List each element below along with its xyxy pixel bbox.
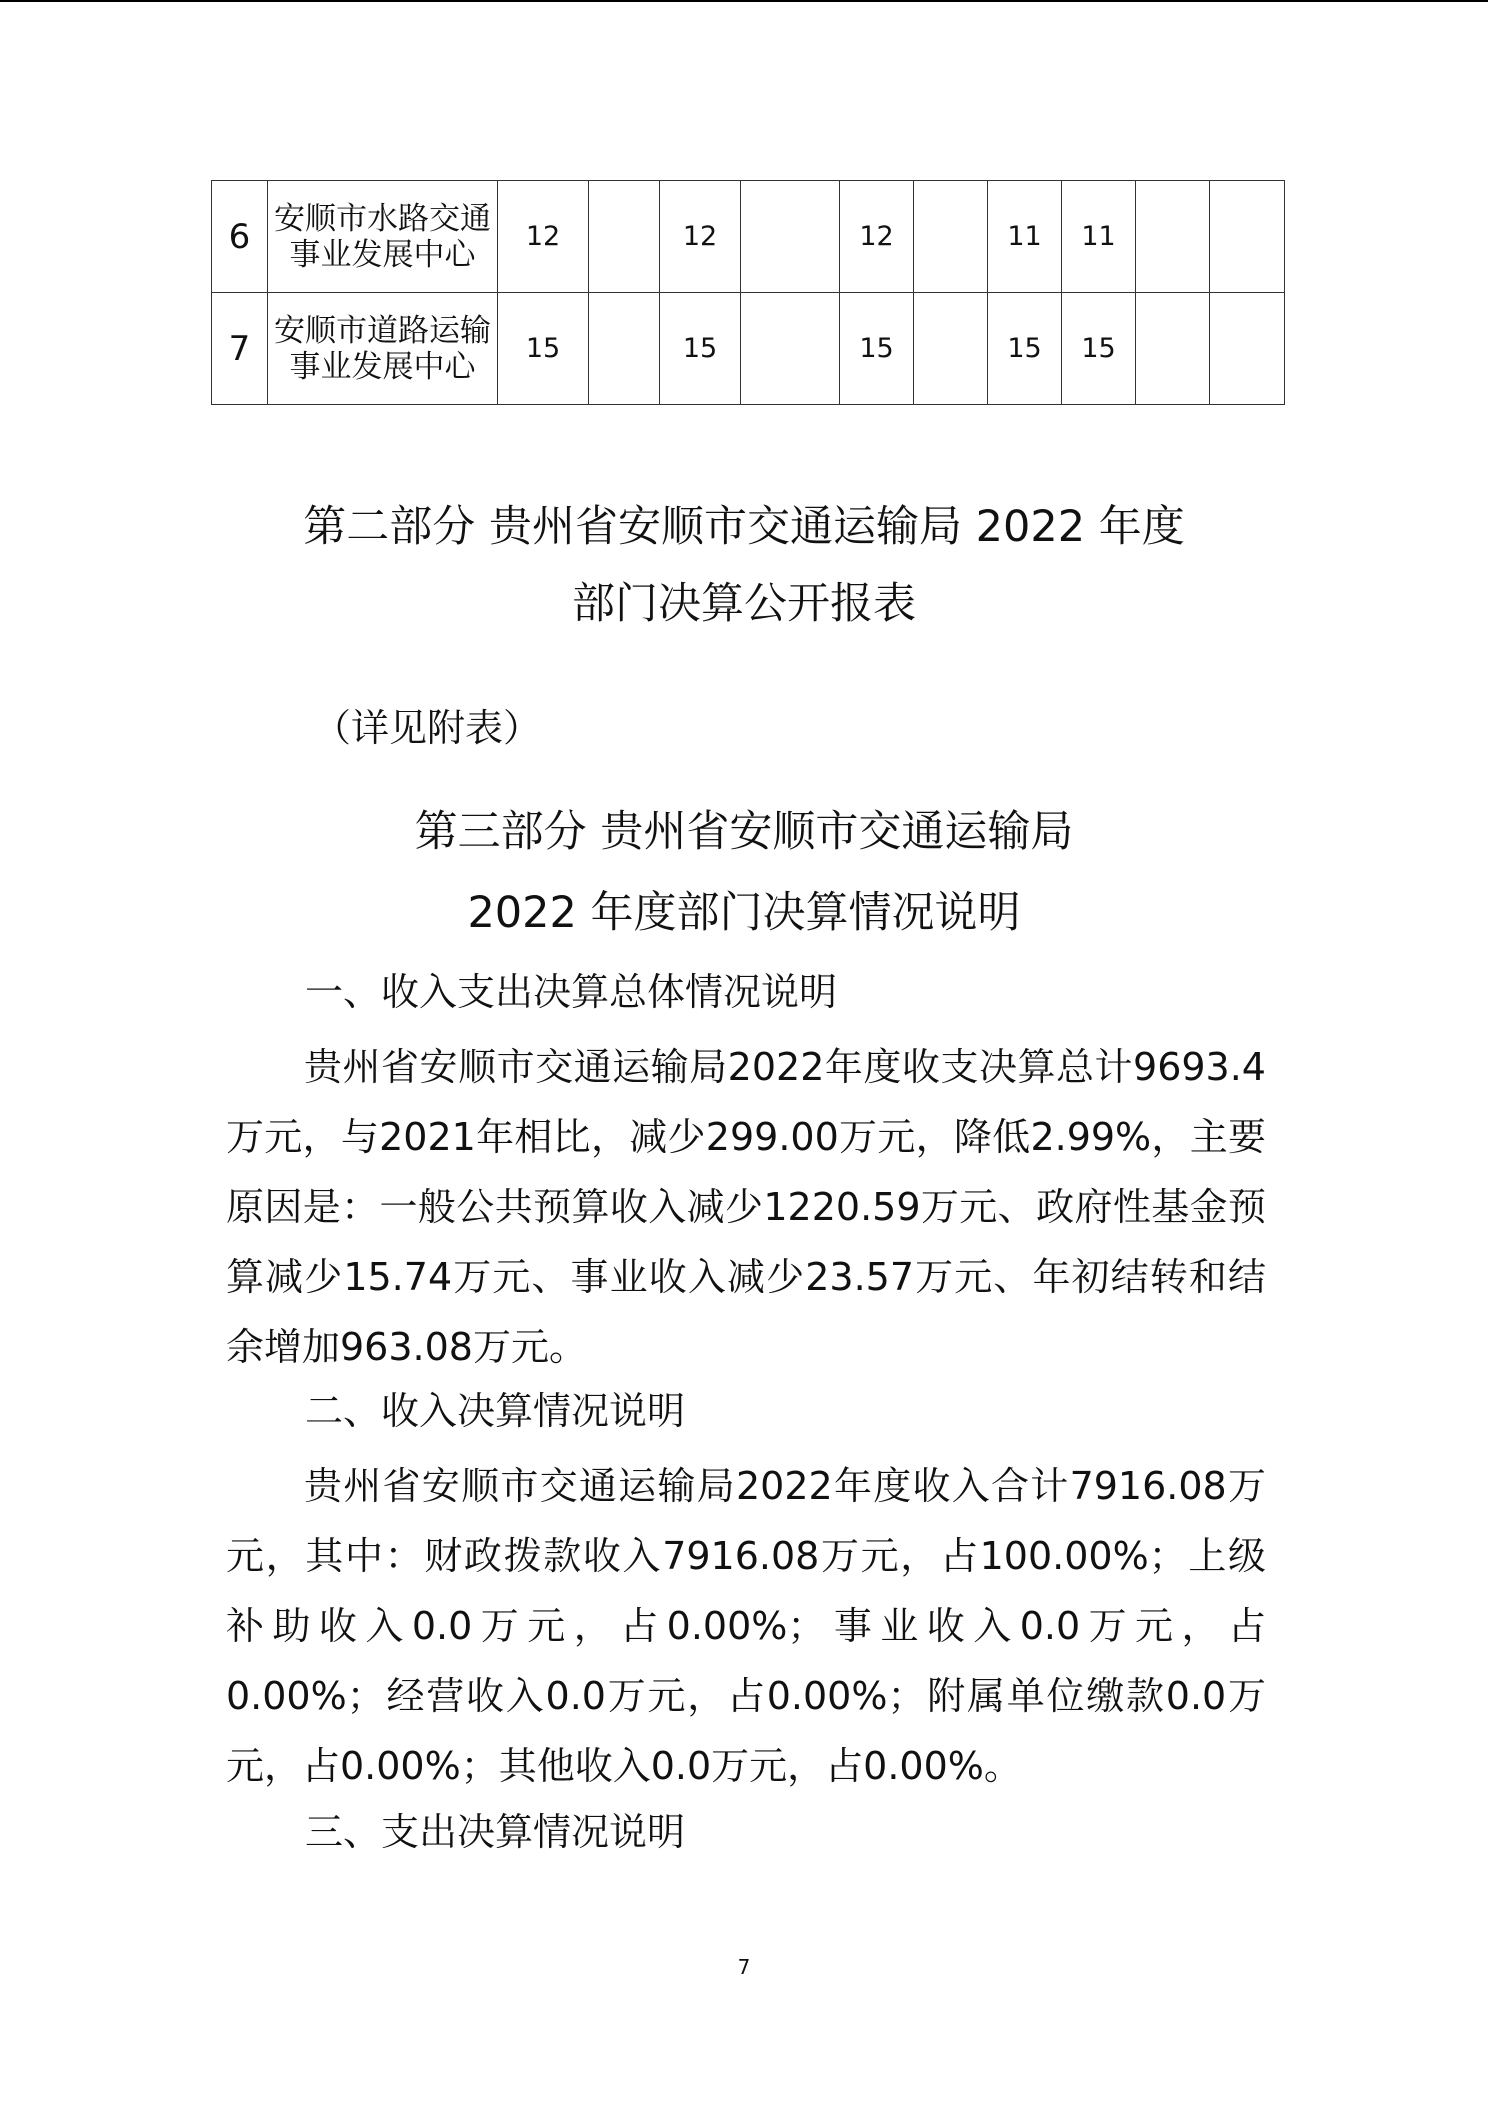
table-cell: 12 xyxy=(660,181,741,293)
part2-title-line2: 部门决算公开报表 xyxy=(572,579,916,629)
table-cell xyxy=(589,181,660,293)
top-border xyxy=(0,0,1488,2)
table-cell: 15 xyxy=(1062,293,1136,405)
table-cell: 11 xyxy=(1062,181,1136,293)
page-number: 7 xyxy=(737,1955,751,1979)
attachment-note: （详见附表） xyxy=(313,706,542,750)
table-cell: 15 xyxy=(660,293,741,405)
table-cell xyxy=(1136,181,1210,293)
table-cell xyxy=(741,181,840,293)
table-cell: 15 xyxy=(988,293,1062,405)
row-number: 7 xyxy=(212,293,268,405)
table-cell xyxy=(589,293,660,405)
section2-body: 贵州省安顺市交通运输局2022年度收入合计7916.08万元，其中：财政拨款收入7916.08万元，占100.00%；上级补助收入0.0万元，占0.00%；事业收入0.0万元，占0.00%；经营收入0.0万元，占0.00%；附属单位缴款0.0万元，占0.00%；其他收入0.0万元，占0.00%。 xyxy=(226,1464,1266,1788)
unit-name: 安顺市道路运输事业发展中心 xyxy=(268,293,498,405)
table-cell: 12 xyxy=(498,181,589,293)
table-cell xyxy=(1136,293,1210,405)
table-cell: 11 xyxy=(988,181,1062,293)
part3-title-line1: 第三部分 贵州省安顺市交通运输局 xyxy=(414,807,1074,857)
table-cell xyxy=(1210,181,1285,293)
row-number: 6 xyxy=(212,181,268,293)
table-cell: 15 xyxy=(498,293,589,405)
section3-heading: 三、支出决算情况说明 xyxy=(305,1810,686,1854)
staff-table xyxy=(211,180,1285,405)
table-cell xyxy=(914,293,988,405)
part3-title-line2: 2022 年度部门决算情况说明 xyxy=(467,888,1021,938)
table-cell xyxy=(741,293,840,405)
section2-heading: 二、收入决算情况说明 xyxy=(305,1389,686,1433)
table-cell xyxy=(1210,293,1285,405)
section1-heading: 一、收入支出决算总体情况说明 xyxy=(305,970,838,1014)
table-cell xyxy=(914,181,988,293)
table-cell: 12 xyxy=(840,181,914,293)
unit-name: 安顺市水路交通事业发展中心 xyxy=(268,181,498,293)
table-cell: 15 xyxy=(840,293,914,405)
table-row xyxy=(212,293,1285,405)
part2-title-line1: 第二部分 贵州省安顺市交通运输局 2022 年度 xyxy=(303,502,1185,552)
section1-body: 贵州省安顺市交通运输局2022年度收支决算总计9693.4万元，与2021年相比，减少299.00万元，降低2.99%，主要原因是：一般公共预算收入减少1220.59万元、政府性基金预算减少15.74万元、事业收入减少23.57万元、年初结转和结余增加963.08万元。 xyxy=(226,1045,1266,1369)
table-row xyxy=(212,181,1285,293)
